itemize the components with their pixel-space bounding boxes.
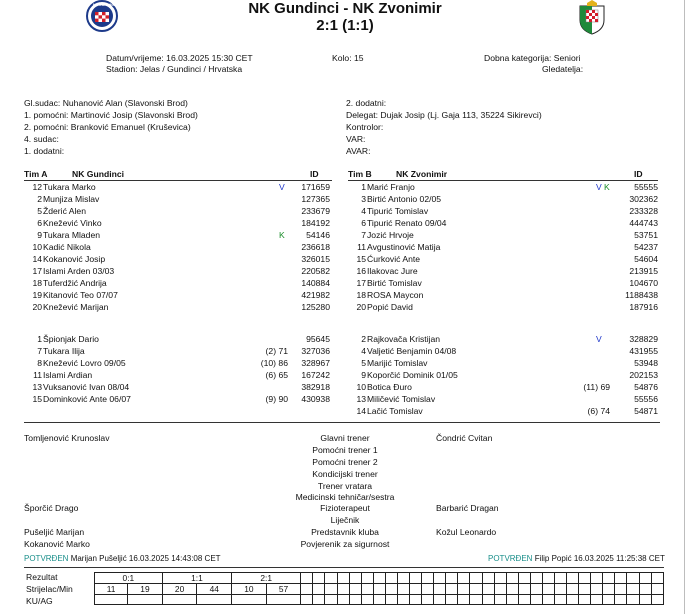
- player-id: 104670: [629, 278, 658, 288]
- match-round: Kolo: 15: [332, 53, 364, 63]
- ku-ag-label: KU/AG: [26, 596, 53, 606]
- player-name: Tukara Mladen: [43, 230, 101, 240]
- player-number: 5: [361, 358, 366, 368]
- player-number: 16: [356, 266, 366, 276]
- team-a-header-rule: [24, 180, 332, 181]
- player-number: 7: [361, 230, 366, 240]
- match-score: 2:1 (1:1): [316, 17, 374, 34]
- player-id: 54604: [634, 254, 658, 264]
- player-name: Marijić Tomislav: [367, 358, 428, 368]
- player-name: Tipurić Renato 09/04: [367, 218, 447, 228]
- role-physio: Fizioterapeut: [320, 503, 370, 513]
- age-category: Dobna kategorija: Seniori: [484, 53, 581, 63]
- player-name: Popić David: [367, 302, 413, 312]
- player-number: 19: [32, 290, 42, 300]
- result-label: Rezultat: [26, 572, 58, 582]
- away-physio: Barbarić Dragan: [436, 503, 499, 513]
- player-number: 4: [361, 206, 366, 216]
- score-cell: 2:1: [232, 573, 301, 584]
- player-id: 55556: [634, 394, 658, 404]
- away-club-rep: Kožul Leonardo: [436, 527, 497, 537]
- player-number: 1: [37, 334, 42, 344]
- player-number: 2: [361, 334, 366, 344]
- player-id: 1188438: [625, 290, 658, 300]
- var-official: VAR:: [346, 134, 366, 144]
- second-additional: 2. dodatni:: [346, 98, 387, 108]
- player-number: 18: [356, 290, 366, 300]
- player-name: Islami Ardian: [43, 370, 93, 380]
- player-number: 7: [37, 346, 42, 356]
- minute-cell: 57: [266, 584, 301, 595]
- player-name: Tukara Marko: [43, 182, 96, 192]
- player-id: 421982: [301, 290, 330, 300]
- player-name: Kokanović Josip: [43, 254, 106, 264]
- player-id: 125280: [301, 302, 330, 312]
- player-number: 17: [356, 278, 366, 288]
- player-number: 20: [32, 302, 42, 312]
- role-goalkeeper-coach: Trener vratara: [317, 481, 373, 491]
- player-name: Tipurić Tomislav: [367, 206, 429, 216]
- player-name: Botica Đuro: [367, 382, 412, 392]
- player-id: 54237: [634, 242, 658, 252]
- player-id: 430938: [301, 394, 330, 404]
- home-crest-text: NK GUNDINCI: [93, 3, 117, 7]
- substitution-info: (6) 74: [587, 406, 610, 416]
- player-name: Lačić Tomislav: [367, 406, 423, 416]
- home-club-crest: [84, 0, 120, 34]
- role-security-officer: Povjerenik za sigurnost: [300, 539, 390, 549]
- player-id: 54871: [634, 406, 658, 416]
- player-name: Žderić Alen: [43, 206, 86, 216]
- player-id: 213915: [629, 266, 658, 276]
- match-title: NK Gundinci - NK Zvonimir: [248, 0, 442, 17]
- head-referee: Gl.sudac: Nuhanović Alan (Slavonski Brod): [24, 98, 188, 108]
- player-name: Kitanović Teo 07/07: [43, 290, 118, 300]
- player-id: 382918: [301, 382, 330, 392]
- controller: Kontrolor:: [346, 122, 384, 132]
- home-confirmation: [24, 554, 221, 563]
- team-a-id-header: ID: [310, 169, 319, 179]
- team-b-id-header: ID: [634, 169, 643, 179]
- player-name: Knežević Lovro 09/05: [43, 358, 126, 368]
- fourth-official: 4. sudac:: [24, 134, 59, 144]
- player-name: Ćurković Ante: [367, 254, 421, 264]
- role-medic: Medicinski tehničar/sestra: [295, 492, 395, 502]
- player-name: Tuferdžić Andrija: [43, 278, 107, 288]
- player-name: Tukara Ilija: [43, 346, 85, 356]
- player-number: 14: [32, 254, 42, 264]
- first-additional: 1. dodatni:: [24, 146, 65, 156]
- player-id: 327036: [301, 346, 330, 356]
- home-security-officer: Kokanović Marko: [24, 539, 90, 549]
- player-id: 236618: [301, 242, 330, 252]
- player-name: Marić Franjo: [367, 182, 415, 192]
- player-id: 202153: [629, 370, 658, 380]
- player-name: Knežević Vinko: [43, 218, 102, 228]
- player-id: 328829: [629, 334, 658, 344]
- scorer-cell: 20: [162, 584, 197, 595]
- team-b-header-rule: [348, 180, 658, 181]
- player-number: 13: [356, 394, 366, 404]
- player-number: 18: [32, 278, 42, 288]
- team-a-label: Tim A: [24, 169, 48, 179]
- player-number: 14: [356, 406, 366, 416]
- home-confirmed-text: Marijan Pušeljić 16.03.2025 14:43:08 CET: [70, 554, 221, 563]
- player-id: 53751: [634, 230, 658, 240]
- player-number: 2: [37, 194, 42, 204]
- player-id: 140884: [301, 278, 330, 288]
- substitution-info: (2) 71: [265, 346, 288, 356]
- spectators: Gledatelja:: [542, 64, 584, 74]
- player-id: 233328: [629, 206, 658, 216]
- player-name: Vuksanović Ivan 08/04: [43, 382, 130, 392]
- player-name: Ilakovac Jure: [367, 266, 418, 276]
- home-confirmed-badge: POTVRĐEN: [24, 554, 69, 563]
- player-number: 6: [37, 218, 42, 228]
- player-name: Dominković Ante 06/07: [43, 394, 131, 404]
- player-id: 55555: [634, 182, 658, 192]
- away-confirmed-badge: POTVRĐEN: [488, 554, 533, 563]
- player-name: Miličević Tomislav: [367, 394, 436, 404]
- player-number: 11: [357, 242, 366, 252]
- player-id: 167242: [301, 370, 330, 380]
- home-physio: Šporčić Drago: [24, 503, 79, 513]
- player-name: Valjetić Benjamin 04/08: [367, 346, 457, 356]
- player-name: Kadić Nikola: [43, 242, 91, 252]
- substitution-info: (6) 65: [265, 370, 288, 380]
- away-confirmed-text: Filip Popić 16.03.2025 11:25:38 CET: [534, 554, 665, 563]
- player-number: 4: [361, 346, 366, 356]
- player-id: 127365: [301, 194, 330, 204]
- second-assistant: 2. pomoćni: Branković Emanuel (Kruševica): [24, 122, 191, 132]
- player-id: 53948: [634, 358, 658, 368]
- player-id: 220582: [301, 266, 330, 276]
- role-assistant-coach-1: Pomoćni trener 1: [312, 445, 378, 455]
- player-id: 302362: [629, 194, 658, 204]
- team-a-name: NK Gundinci: [72, 169, 125, 179]
- player-id: 187916: [629, 302, 658, 312]
- player-name: Birtić Antonio 02/05: [367, 194, 442, 204]
- scorer-cell: 11: [95, 584, 128, 595]
- home-club-rep: Pušeljić Marijan: [24, 527, 85, 537]
- player-number: 17: [32, 266, 42, 276]
- substitution-info: (9) 90: [265, 394, 288, 404]
- player-number: 15: [32, 394, 42, 404]
- player-number: 20: [356, 302, 366, 312]
- match-datetime: Datum/vrijeme: 16.03.2025 15:30 CET: [106, 53, 253, 63]
- player-number: 11: [33, 370, 42, 380]
- captain-mark: K: [279, 230, 285, 240]
- player-name: Birtić Tomislav: [367, 278, 422, 288]
- player-id: 95645: [306, 334, 330, 344]
- player-id: 233679: [301, 206, 330, 216]
- away-confirmation: [488, 554, 665, 563]
- player-number: 15: [356, 254, 366, 264]
- scorer-label: Strijelac/Min: [26, 584, 73, 594]
- role-assistant-coach-2: Pomoćni trener 2: [312, 457, 378, 467]
- team-b-label: Tim B: [348, 169, 372, 179]
- player-number: 8: [37, 358, 42, 368]
- delegate: Delegat: Dujak Josip (Lj. Gaja 113, 35224 Sikirevci): [346, 110, 542, 120]
- player-number: 12: [32, 182, 42, 192]
- player-id: 184192: [301, 218, 330, 228]
- player-id: 444743: [629, 218, 658, 228]
- goalkeeper-mark: V: [596, 334, 602, 344]
- player-name: Avgustinović Matija: [367, 242, 441, 252]
- player-number: 10: [32, 242, 42, 252]
- result-top-rule: [24, 567, 664, 568]
- player-id: 326015: [301, 254, 330, 264]
- player-number: 1: [361, 182, 366, 192]
- player-name: Špionjak Dario: [43, 334, 99, 344]
- roster-bottom-rule: [24, 422, 660, 423]
- scorer-cell: 10: [232, 584, 267, 595]
- away-club-crest: [577, 0, 607, 35]
- player-number: 9: [361, 370, 366, 380]
- avar-official: AVAR:: [346, 146, 371, 156]
- match-stadium: Stadion: Jelas / Gundinci / Hrvatska: [106, 64, 243, 74]
- player-number: 3: [361, 194, 366, 204]
- goalkeeper-mark: V: [279, 182, 285, 192]
- score-cell: 1:1: [162, 573, 231, 584]
- substitution-info: (10) 86: [260, 358, 288, 368]
- home-head-coach: Tomljenović Krunoslav: [24, 433, 110, 443]
- page-right-border: [684, 0, 685, 614]
- player-id: 328967: [301, 358, 330, 368]
- player-name: Knežević Marijan: [43, 302, 109, 312]
- player-id: 54876: [634, 382, 658, 392]
- player-number: 5: [37, 206, 42, 216]
- player-name: Jozić Hrvoje: [367, 230, 414, 240]
- player-number: 6: [361, 218, 366, 228]
- player-name: Koporčić Dominik 01/05: [367, 370, 458, 380]
- player-name: Rajkovača Kristijan: [367, 334, 441, 344]
- captain-mark: K: [604, 182, 610, 192]
- first-assistant: 1. pomoćni: Martinović Josip (Slavonski Brod): [24, 110, 198, 120]
- role-club-representative: Predstavnik kluba: [311, 527, 379, 537]
- player-number: 10: [356, 382, 366, 392]
- player-id: 171659: [301, 182, 330, 192]
- role-doctor: Liječnik: [330, 515, 360, 525]
- minute-cell: 19: [128, 584, 163, 595]
- minute-cell: 44: [197, 584, 232, 595]
- player-number: 9: [37, 230, 42, 240]
- player-name: Islami Arden 03/03: [43, 266, 115, 276]
- player-id: 54146: [306, 230, 330, 240]
- player-id: 431955: [629, 346, 658, 356]
- score-cell: 0:1: [95, 573, 163, 584]
- role-head-coach: Glavni trener: [320, 433, 370, 443]
- player-number: 13: [32, 382, 42, 392]
- result-grid: [94, 572, 664, 605]
- goalkeeper-mark: V: [596, 182, 602, 192]
- team-b-name: NK Zvonimir: [396, 169, 448, 179]
- role-fitness-coach: Kondicijski trener: [312, 469, 378, 479]
- player-name: ROSA Maycon: [367, 290, 424, 300]
- away-head-coach: Čondrić Cvitan: [436, 433, 493, 443]
- player-name: Munjiza Mislav: [43, 194, 100, 204]
- substitution-info: (11) 69: [583, 382, 610, 392]
